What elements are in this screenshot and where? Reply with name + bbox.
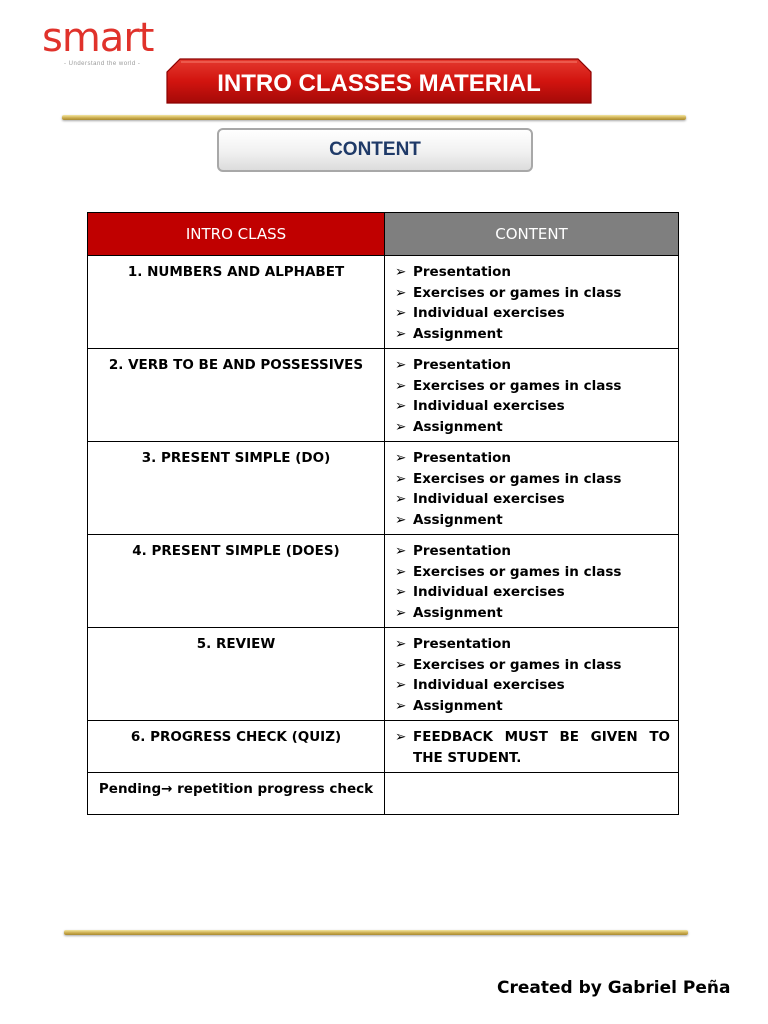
content-bullet [395, 324, 670, 345]
content-cell [385, 256, 679, 349]
intro-class-cell: 2. VERB TO BE AND POSSESSIVES [88, 349, 385, 442]
content-bullet-text: Exercises or games in class [413, 377, 622, 394]
content-bullet [395, 489, 670, 510]
content-bullet-text: Exercises or games in class [413, 656, 622, 673]
content-bullet [395, 469, 670, 490]
content-bullet-text: Presentation [413, 543, 512, 559]
smart-logo [42, 14, 154, 67]
arrowhead-bullet-icon: ➢ [395, 264, 407, 280]
arrowhead-bullet-icon: ➢ [395, 377, 407, 394]
content-cell [385, 721, 679, 773]
title-banner [166, 58, 592, 104]
content-bullet [395, 582, 670, 603]
top-divider [62, 115, 686, 120]
arrowhead-bullet-icon: ➢ [395, 357, 407, 373]
table-row [88, 721, 679, 773]
content-cell [385, 628, 679, 721]
intro-class-cell: 3. PRESENT SIMPLE (DO) [88, 442, 385, 535]
content-bullet [395, 675, 670, 696]
content-bullet [395, 634, 670, 655]
arrowhead-bullet-icon: ➢ [395, 398, 407, 414]
arrowhead-bullet-icon: ➢ [395, 305, 407, 321]
content-bullet-text: Exercises or games in class [413, 563, 622, 580]
content-cell [385, 773, 679, 815]
arrowhead-bullet-icon: ➢ [395, 418, 407, 435]
header-content: CONTENT [385, 213, 679, 256]
arrowhead-bullet-icon: ➢ [395, 563, 407, 580]
intro-class-cell: 1. NUMBERS AND ALPHABET [88, 256, 385, 349]
arrowhead-bullet-icon: ➢ [395, 450, 407, 466]
content-bullet-text: Assignment [413, 697, 503, 714]
logo-tagline: - Understand the world - [64, 61, 141, 67]
arrowhead-bullet-icon: ➢ [395, 284, 407, 301]
intro-classes-table [87, 212, 679, 815]
table-row [88, 349, 679, 442]
arrowhead-bullet-icon: ➢ [395, 584, 407, 600]
content-bullet-text: Presentation [413, 636, 512, 652]
content-bullet [395, 562, 670, 583]
content-bullet-text: Individual exercises [413, 584, 565, 600]
content-bullet [395, 262, 670, 283]
content-bullet [395, 417, 670, 438]
intro-class-cell: 4. PRESENT SIMPLE (DOES) [88, 535, 385, 628]
table-body [88, 256, 679, 815]
content-bullet-text: Presentation [413, 357, 512, 373]
content-cell [385, 349, 679, 442]
content-bullet-text: Individual exercises [413, 491, 565, 507]
arrowhead-bullet-icon: ➢ [395, 697, 407, 714]
content-bullet-text: Assignment [413, 418, 503, 435]
content-bullet-text: Assignment [413, 325, 503, 342]
table-row [88, 773, 679, 815]
content-bullet-text: FEEDBACK MUST BE GIVEN TO THE STUDENT. [413, 729, 670, 766]
content-bullet [395, 603, 670, 624]
content-bullet [395, 510, 670, 531]
content-bullet [395, 303, 670, 324]
arrowhead-bullet-icon: ➢ [395, 729, 407, 745]
table-row [88, 256, 679, 349]
content-cell [385, 535, 679, 628]
content-bullet [395, 448, 670, 469]
content-bullet-text: Individual exercises [413, 305, 565, 321]
arrowhead-bullet-icon: ➢ [395, 325, 407, 342]
content-bullet [395, 283, 670, 304]
content-bullet-text: Exercises or games in class [413, 470, 622, 487]
intro-class-cell: 6. PROGRESS CHECK (QUIZ) [88, 721, 385, 773]
table-row [88, 628, 679, 721]
header-intro-class: INTRO CLASS [88, 213, 385, 256]
content-bullet [395, 396, 670, 417]
content-bullet-text: Exercises or games in class [413, 284, 622, 301]
bottom-divider [64, 930, 688, 935]
arrowhead-bullet-icon: ➢ [395, 491, 407, 507]
arrowhead-bullet-icon: ➢ [395, 470, 407, 487]
table-header-row [88, 213, 679, 256]
arrowhead-bullet-icon: ➢ [395, 656, 407, 673]
content-bullet [395, 655, 670, 676]
arrowhead-bullet-icon: ➢ [395, 511, 407, 528]
content-bullet [395, 355, 670, 376]
content-cell [385, 442, 679, 535]
content-bullet-text: Individual exercises [413, 677, 565, 693]
intro-class-cell: 5. REVIEW [88, 628, 385, 721]
content-bullet [395, 727, 670, 768]
arrowhead-bullet-icon: ➢ [395, 604, 407, 621]
content-bullet-text: Presentation [413, 450, 512, 466]
content-bullet [395, 696, 670, 717]
content-bullet-text: Assignment [413, 511, 503, 528]
content-bullet-text: Presentation [413, 264, 512, 280]
intro-class-cell: Pending→ repetition progress check [88, 773, 385, 815]
author-credit: Created by Gabriel Peña [497, 978, 731, 998]
logo-text: smart [42, 15, 154, 61]
content-bullet [395, 541, 670, 562]
content-section-button: CONTENT [217, 128, 533, 172]
table-row [88, 535, 679, 628]
arrowhead-bullet-icon: ➢ [395, 543, 407, 559]
arrowhead-bullet-icon: ➢ [395, 677, 407, 693]
arrowhead-bullet-icon: ➢ [395, 636, 407, 652]
table-row [88, 442, 679, 535]
content-bullet-text: Assignment [413, 604, 503, 621]
content-bullet-text: Individual exercises [413, 398, 565, 414]
content-bullet [395, 376, 670, 397]
page-title: INTRO CLASSES MATERIAL [217, 70, 541, 97]
